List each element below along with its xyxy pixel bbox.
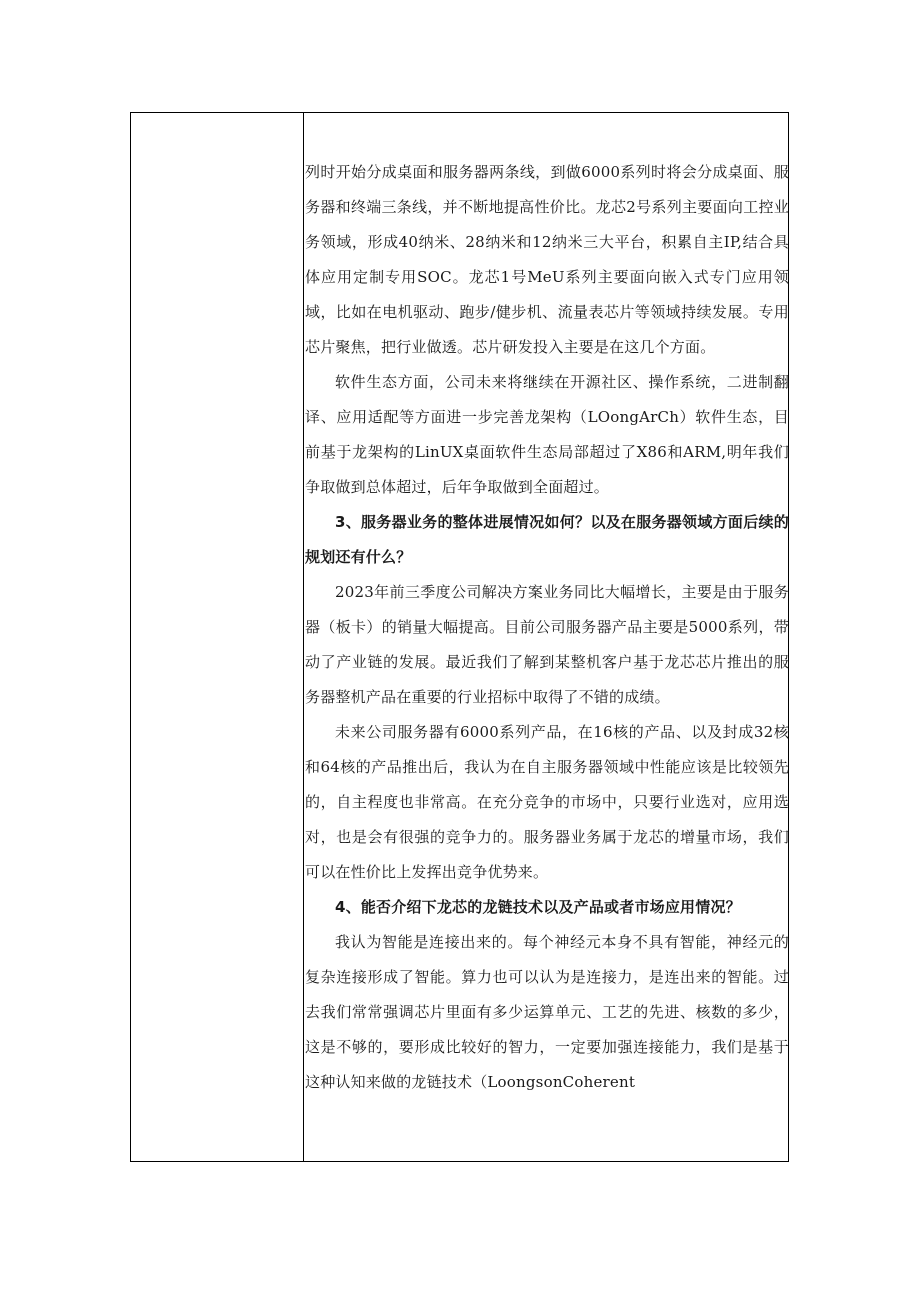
paragraph-1: 列时开始分成桌面和服务器两条线，到做6000系列时将会分成桌面、服务器和终端三条线，并不断地提高性价比。龙芯2号系列主要面向工控业务领域，形成40纳米、28纳米和12纳米三大平台，积累自主IP,结合具体应用定制专用SOC。龙芯1号MeU系列主要面向嵌入式专门应用领域，比如在电机驱动、跑步/健步机、流量表芯片等领域持续发展。专用芯片聚焦，把行业做透。芯片研发投入主要是在这几个方面。 xyxy=(305,163,789,356)
paragraph-5: 我认为智能是连接出来的。每个神经元本身不具有智能，神经元的复杂连接形成了智能。算力也可以认为是连接力，是连出来的智能。过去我们常常强调芯片里面有多少运算单元、工艺的先进、核数的多少，这是不够的，要形成比较好的智力，一定要加强连接能力，我们是基于这种认知来做的龙链技术（LoongsonCoherent xyxy=(305,933,789,1091)
paragraph-4: 未来公司服务器有6000系列产品，在16核的产品、以及封成32核和64核的产品推出后，我认为在自主服务器领域中性能应该是比较领先的，自主程度也非常高。在充分竞争的市场中，只要行业选对，应用选对，也是会有很强的竞争力的。服务器业务属于龙芯的增量市场，我们可以在性价比上发挥出竞争优势来。 xyxy=(305,723,789,881)
paragraph-3: 2023年前三季度公司解决方案业务同比大幅增长，主要是由于服务器（板卡）的销量大幅提高。目前公司服务器产品主要是5000系列，带动了产业链的发展。最近我们了解到某整机客户基于龙芯芯片推出的服务器整机产品在重要的行业招标中取得了不错的成绩。 xyxy=(305,583,789,706)
content-cell xyxy=(305,155,789,1100)
paragraph-2: 软件生态方面，公司未来将继续在开源社区、操作系统，二进制翻译、应用适配等方面进一步完善龙架构（LOongArCh）软件生态，目前基于龙架构的LinUX桌面软件生态局部超过了X86和ARM,明年我们争取做到总体超过，后年争取做到全面超过。 xyxy=(305,373,789,496)
question-3: 3、服务器业务的整体进展情况如何？以及在服务器领域方面后续的规划还有什么？ xyxy=(305,513,789,566)
table-column-divider xyxy=(303,113,304,1161)
document-table xyxy=(130,112,789,1162)
question-4: 4、能否介绍下龙芯的龙链技术以及产品或者市场应用情况？ xyxy=(335,898,741,916)
